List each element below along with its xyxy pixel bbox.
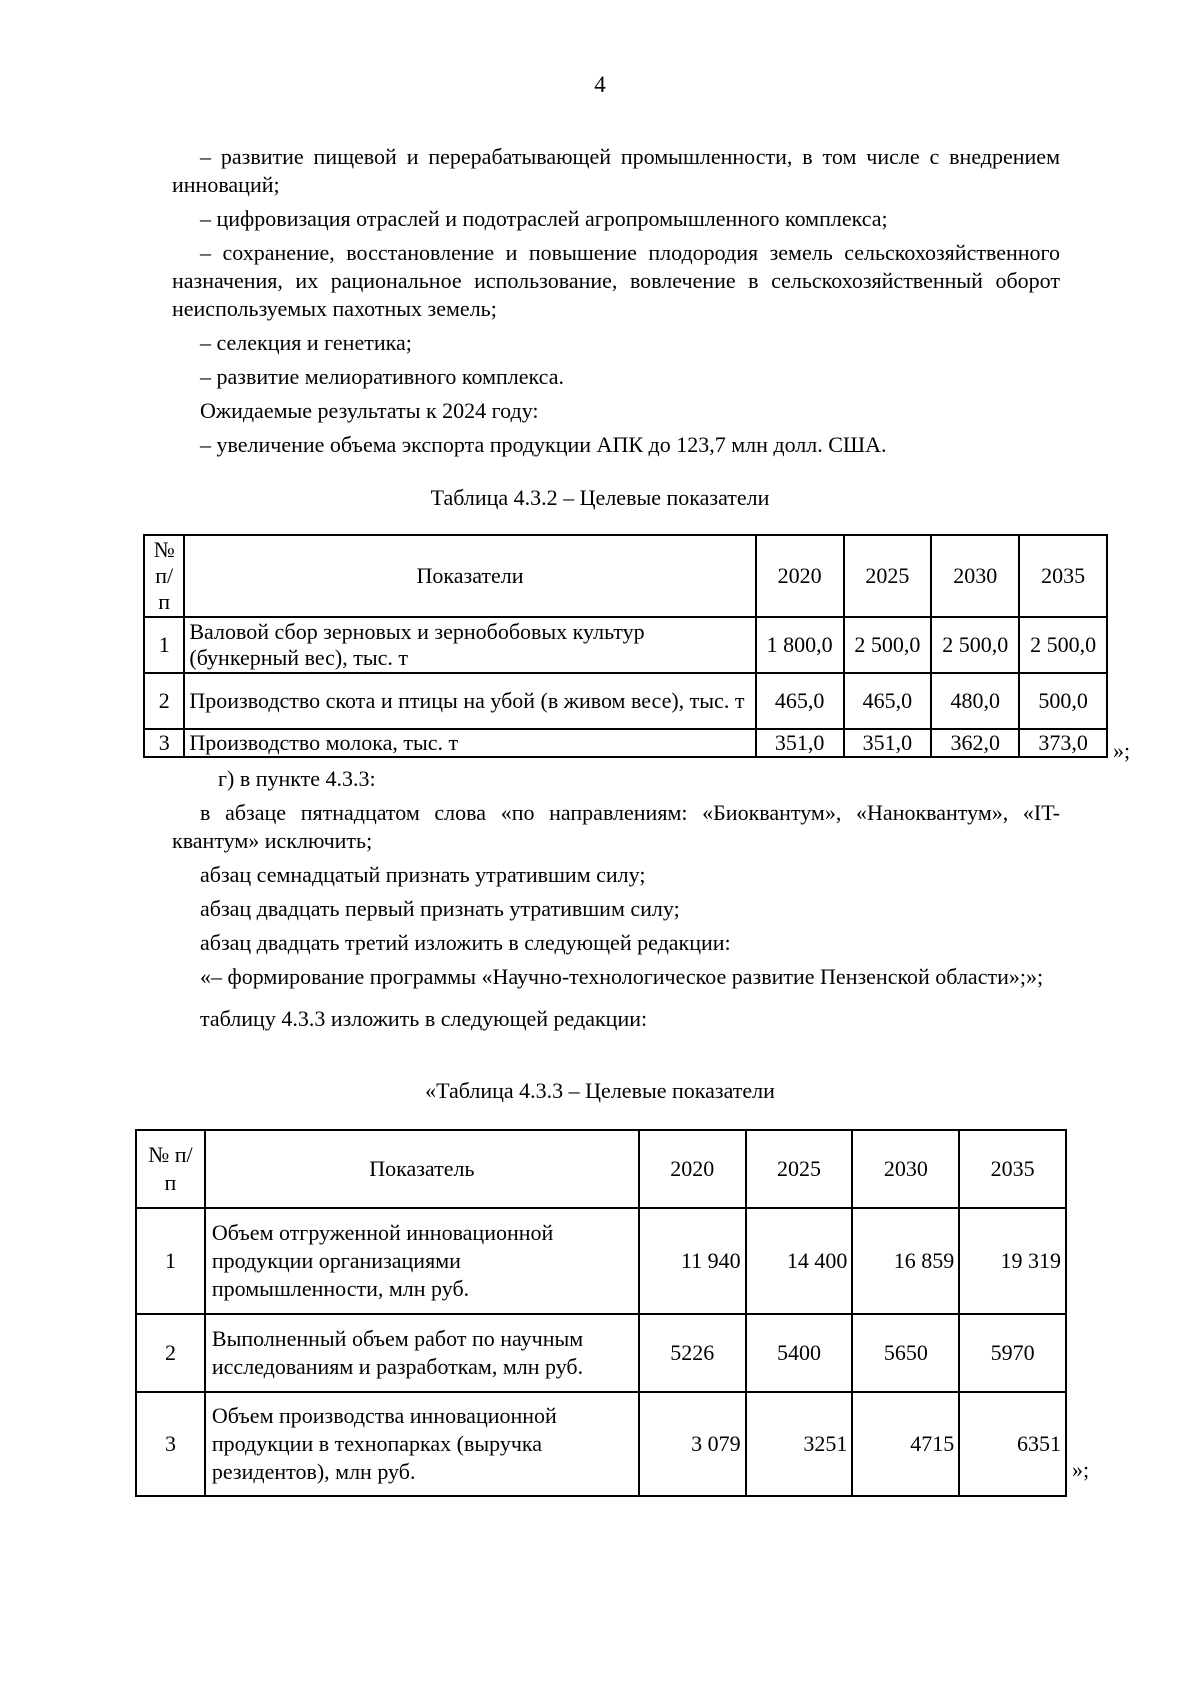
row-num: 3 [136,1392,205,1496]
header-year: 2020 [756,535,844,617]
row-value: 6351 [959,1392,1066,1496]
list-item: абзац двадцать первый признать утратившим силу; [200,896,680,921]
intro-list [172,143,1060,459]
row-value: 11 940 [639,1208,746,1314]
row-value: 5400 [746,1314,853,1392]
table1-caption: Таблица 4.3.2 – Целевые показатели [430,485,770,510]
row-value: 480,0 [931,673,1019,729]
list-item: в абзаце пятнадцатом слова «по направлениям: «Биоквантум», «Наноквантум», «IT-квантум» исключить; [172,800,1060,853]
row-num: 1 [136,1208,205,1314]
table-4-3-2 [143,534,1108,758]
table1-close-mark: »; [1113,738,1131,763]
header-num: № п/п [136,1130,205,1208]
row-value: 2 500,0 [931,617,1019,673]
header-year: 2025 [746,1130,853,1208]
row-value: 3251 [746,1392,853,1496]
row-num: 2 [144,673,184,729]
row-value: 373,0 [1019,729,1107,757]
list-item: – развитие мелиоративного комплекса. [200,364,564,389]
list-item: – селекция и генетика; [200,330,412,355]
table-row [136,1392,1066,1496]
row-value: 362,0 [931,729,1019,757]
list-item: абзац двадцать третий изложить в следующей редакции: [200,930,731,955]
row-value: 3 079 [639,1392,746,1496]
list-item: г) в пункте 4.3.3: [218,766,376,791]
list-item: – развитие пищевой и перерабатывающей промышленности, в том числе с внедрением инноваций; [172,144,1060,197]
header-year: 2030 [931,535,1019,617]
header-year: 2020 [639,1130,746,1208]
header-num: № п/ п [144,535,184,617]
table-row [136,1208,1066,1314]
table-row [144,617,1107,673]
row-value: 351,0 [756,729,844,757]
row-value: 1 800,0 [756,617,844,673]
row-value: 16 859 [852,1208,959,1314]
list-item: – сохранение, восстановление и повышение плодородия земель сельскохозяйственного назначения, их рациональное использование, вовлечение в сельскохозяйственный оборот неиспользуемых пахотных земель; [172,240,1060,321]
list-item: абзац семнадцатый признать утратившим силу; [200,862,646,887]
list-item: – увеличение объема экспорта продукции АПК до 123,7 млн долл. США. [200,432,887,457]
page-number: 4 [594,72,606,97]
header-year: 2030 [852,1130,959,1208]
table-row [136,1314,1066,1392]
row-value: 2 500,0 [844,617,932,673]
row-num: 3 [144,729,184,757]
list-item: «– формирование программы «Научно-технологическое развитие Пензенской области»;»; [200,964,1044,989]
header-year: 2035 [959,1130,1066,1208]
row-indicator: Выполненный объем работ по научным исследованиям и разработкам, млн руб. [205,1314,639,1392]
row-value: 500,0 [1019,673,1107,729]
amendments-list [172,765,1060,1033]
row-num: 1 [144,617,184,673]
row-value: 465,0 [844,673,932,729]
header-year: 2035 [1019,535,1107,617]
row-indicator: Объем производства инновационной продукции в технопарках (выручка резидентов), млн руб. [205,1392,639,1496]
row-indicator: Валовой сбор зерновых и зернобобовых культур (бункерный вес), тыс. т [184,617,755,673]
row-value: 19 319 [959,1208,1066,1314]
header-year: 2025 [844,535,932,617]
header-indicator: Показатель [205,1130,639,1208]
list-item: таблицу 4.3.3 изложить в следующей редакции: [200,1006,648,1031]
row-indicator: Производство скота и птицы на убой (в живом весе), тыс. т [184,673,755,729]
row-value: 465,0 [756,673,844,729]
table-row [144,729,1107,757]
row-num: 2 [136,1314,205,1392]
row-value: 14 400 [746,1208,853,1314]
row-value: 351,0 [844,729,932,757]
list-item: – цифровизация отраслей и подотраслей агропромышленного комплекса; [200,206,888,231]
row-indicator: Производство молока, тыс. т [184,729,755,757]
row-value: 5226 [639,1314,746,1392]
row-value: 4715 [852,1392,959,1496]
table-header-row [136,1130,1066,1208]
table2-caption: «Таблица 4.3.3 – Целевые показатели [425,1078,775,1103]
row-indicator: Объем отгруженной инновационной продукции организациями промышленности, млн руб. [205,1208,639,1314]
row-value: 5970 [959,1314,1066,1392]
list-item: Ожидаемые результаты к 2024 году: [200,398,539,423]
row-value: 5650 [852,1314,959,1392]
table-4-3-3 [135,1129,1067,1497]
row-value: 2 500,0 [1019,617,1107,673]
table-header-row [144,535,1107,617]
table2-close-mark: »; [1072,1457,1090,1482]
table-row [144,673,1107,729]
header-indicator: Показатели [184,535,755,617]
